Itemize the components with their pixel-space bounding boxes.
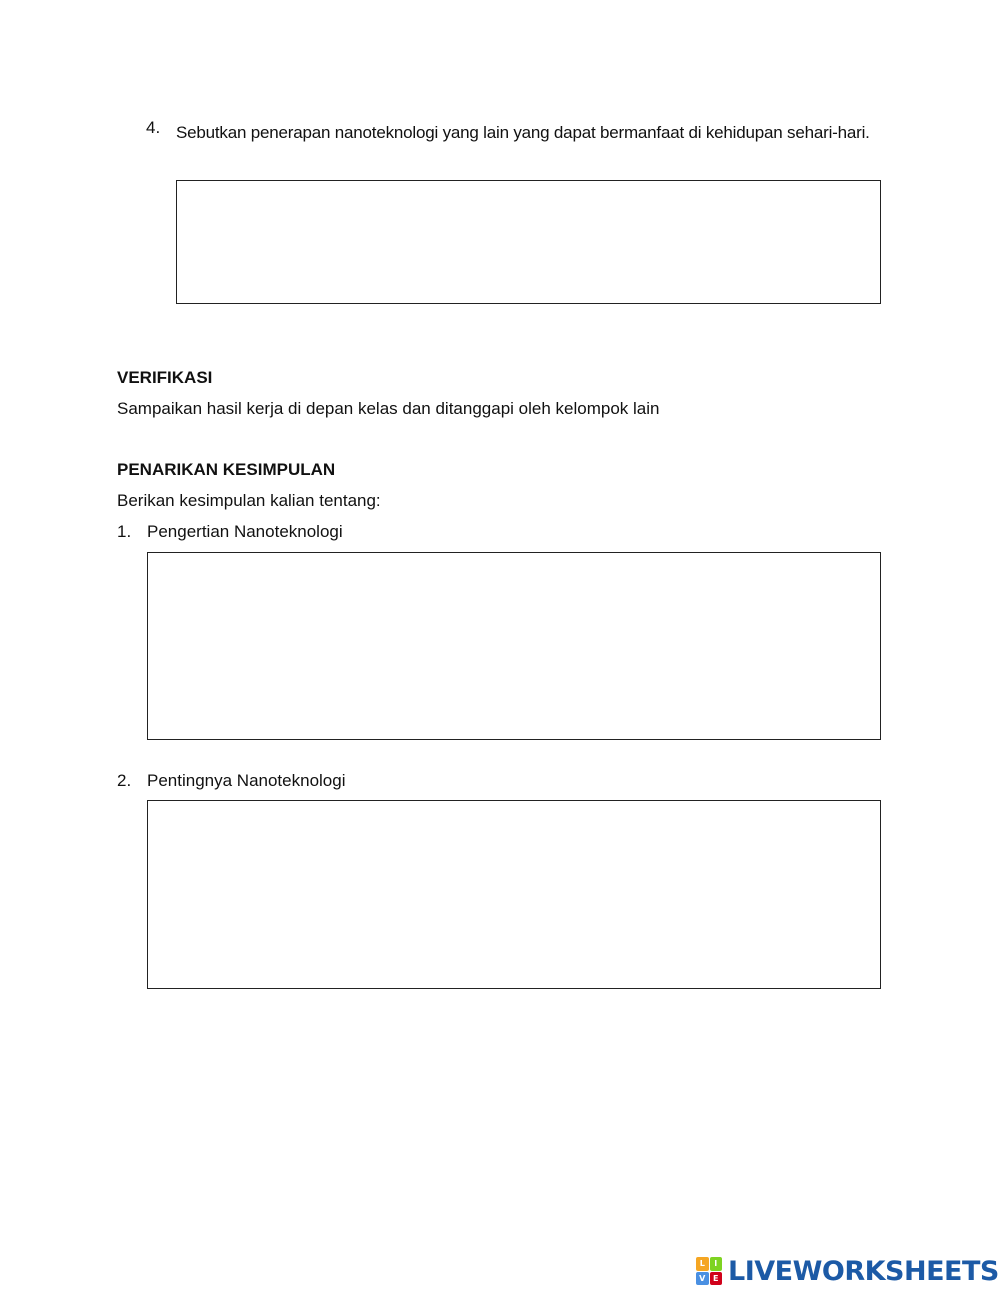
verifikasi-heading: VERIFIKASI bbox=[117, 368, 213, 387]
liveworksheets-wordmark: LIVEWORKSHEETS bbox=[728, 1255, 999, 1287]
conclusion-item-1-label: Pengertian Nanoteknologi bbox=[147, 522, 343, 541]
liveworksheets-logo-icon: L I V E bbox=[696, 1257, 722, 1285]
conclusion-item-2-label: Pentingnya Nanoteknologi bbox=[147, 771, 346, 790]
verifikasi-text: Sampaikan hasil kerja di depan kelas dan ditanggapi oleh kelompok lain bbox=[117, 399, 660, 418]
question-4-number: 4. bbox=[146, 118, 161, 137]
answer-box-pentingnya[interactable] bbox=[147, 800, 881, 989]
question-4-text: Sebutkan penerapan nanoteknologi yang lain yang dapat bermanfaat di kehidupan sehari-hari. bbox=[176, 123, 870, 142]
penarikan-kesimpulan-heading: PENARIKAN KESIMPULAN bbox=[117, 460, 336, 479]
conclusion-item-1-number: 1. bbox=[117, 522, 132, 541]
liveworksheets-brand bbox=[696, 1255, 999, 1287]
answer-box-question-4[interactable] bbox=[176, 180, 881, 304]
conclusion-item-2-number: 2. bbox=[117, 771, 132, 790]
answer-box-pengertian[interactable] bbox=[147, 552, 881, 740]
penarikan-kesimpulan-intro: Berikan kesimpulan kalian tentang: bbox=[117, 491, 381, 510]
